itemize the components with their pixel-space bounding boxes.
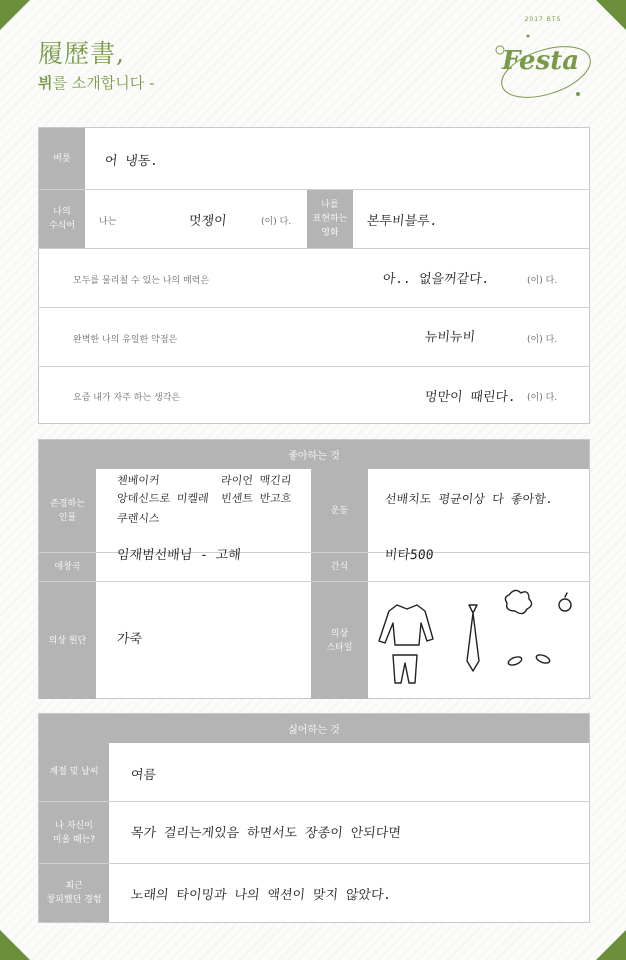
pants-sketch xyxy=(393,655,417,683)
exercise-value: 선배치도 평균이상 다 좋아함. xyxy=(384,492,554,506)
nickname-label: 버릇 xyxy=(39,128,85,189)
exercise-label: 운동 xyxy=(311,469,368,552)
member-name: 뷔 xyxy=(38,74,53,92)
respect-person: 빈센트 반고흐 xyxy=(220,492,293,505)
modifier-value: 멋쟁이 xyxy=(188,214,228,229)
charm-answer: 아.. 없을꺼같다. xyxy=(382,272,491,287)
likes-section xyxy=(38,439,590,699)
respect-person: 첸베이커 xyxy=(116,474,161,487)
respect-person: 앙데신드로 미켈레 xyxy=(116,492,210,505)
festa-logo: 2017 BTS Festa xyxy=(488,14,598,110)
corner-decoration xyxy=(0,0,30,30)
style-label: 의상 스타일 xyxy=(311,582,368,699)
song-label: 애창곡 xyxy=(39,553,96,581)
dislikes-section xyxy=(38,713,590,923)
modifier-label: 나의 수식어 xyxy=(39,190,85,248)
shoe-sketch xyxy=(507,655,523,666)
song-value: 임재범선배님 - 고해 xyxy=(116,548,242,563)
accessory-sketch xyxy=(505,590,531,613)
nickname-value: 어 냉동. xyxy=(104,154,159,169)
page-subtitle xyxy=(38,72,154,93)
self-value: 목가 걸리는게있음 하면서도 장종이 안되다면 xyxy=(130,826,402,841)
accessory-sketch xyxy=(559,599,571,611)
corner-decoration xyxy=(596,930,626,960)
charm-question: 모두를 물리칠 수 있는 나의 매력은 xyxy=(73,276,210,286)
weakness-suffix: (이) 다. xyxy=(527,335,558,345)
embarrass-value: 노래의 타이밍과 나의 액션이 맞지 않았다. xyxy=(130,888,393,903)
dislikes-title: 싫어하는 것 xyxy=(39,714,589,743)
likes-title: 좋아하는 것 xyxy=(39,440,589,469)
charm-suffix: (이) 다. xyxy=(527,276,558,286)
snack-label: 간식 xyxy=(311,553,368,581)
respect-person: 라이언 맥긴리 xyxy=(220,474,293,487)
profile-section xyxy=(38,127,590,424)
snack-value: 비타500 xyxy=(384,548,435,563)
thought-answer: 멍만이 때린다. xyxy=(424,390,517,405)
page-title: 履歷書, xyxy=(38,39,125,68)
modifier-prefix: 나는 xyxy=(99,217,117,227)
subtitle-text: 를 소개합니다 - xyxy=(52,74,155,92)
movie-value: 본투비블루. xyxy=(366,214,439,229)
thought-suffix: (이) 다. xyxy=(527,393,558,403)
fashion-value: 가죽 xyxy=(116,632,143,647)
weather-value: 여름 xyxy=(130,768,157,783)
corner-decoration xyxy=(596,0,626,30)
thought-question: 요즘 내가 자주 하는 생각은 xyxy=(73,393,181,403)
weakness-question: 완벽한 나의 유일한 약점은 xyxy=(73,335,178,345)
weakness-answer: 뉴비뉴비 xyxy=(424,330,476,345)
corner-decoration xyxy=(0,930,30,960)
respect-label: 존경하는 인물 xyxy=(39,469,96,552)
tie-sketch xyxy=(467,605,479,671)
shoe-sketch xyxy=(535,653,551,664)
movie-label: 나를 표현하는 영화 xyxy=(307,190,353,248)
fashion-label: 의상 원단 xyxy=(39,582,96,699)
weather-label: 계절 및 날씨 xyxy=(39,743,109,801)
style-sketch xyxy=(369,583,589,698)
respect-person: 쿠렌시스 xyxy=(116,512,161,525)
modifier-suffix: (이) 다. xyxy=(261,217,292,227)
self-label: 나 자신이 미울 때는? xyxy=(39,802,109,863)
embarrass-label: 최근 창피했던 경험 xyxy=(39,864,109,922)
shirt-sketch xyxy=(379,605,433,645)
